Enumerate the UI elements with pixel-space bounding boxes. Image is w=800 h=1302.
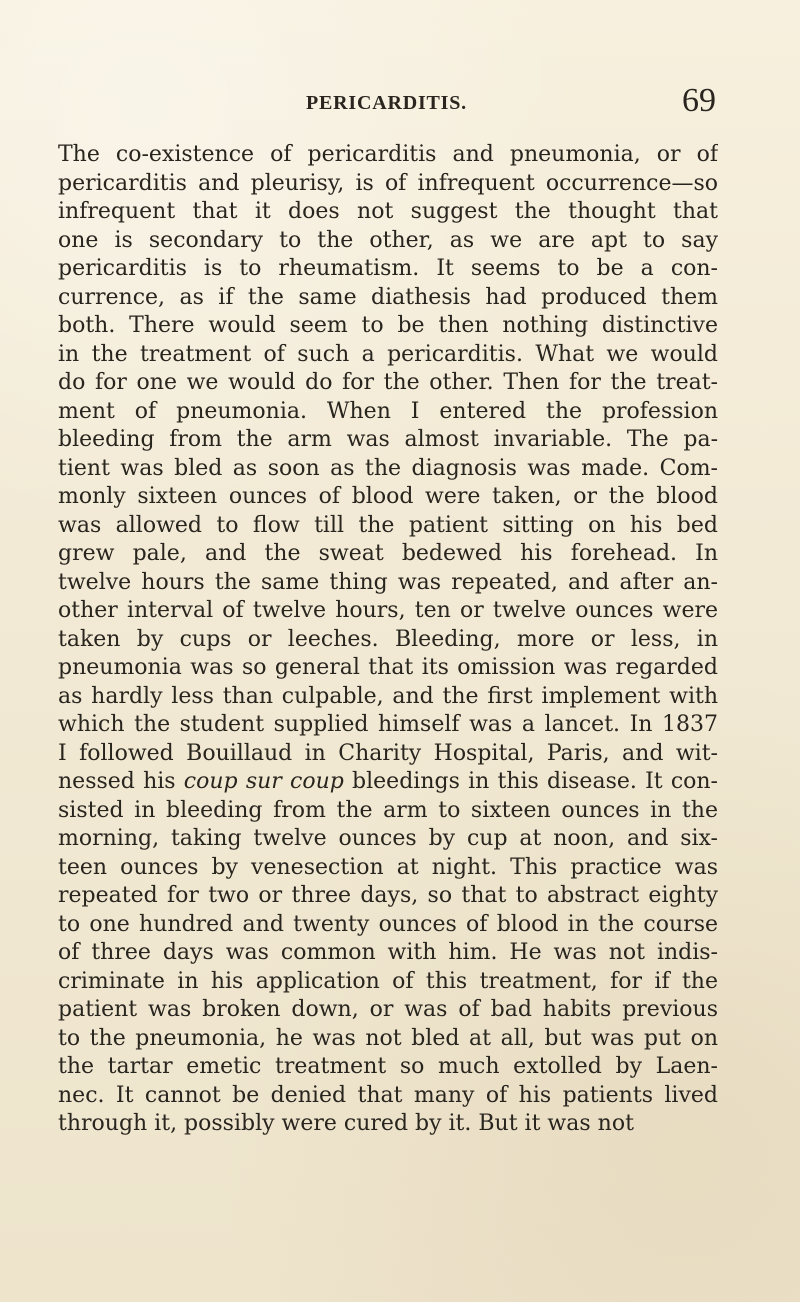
text-line: bleeding from the arm was almost invariable. The pa- [58,427,718,452]
text-line: morning, taking twelve ounces by cup at noon, and six- [58,826,718,851]
text-line: which the student supplied himself was a lancet. In 1837 [58,712,718,737]
text-line: both. There would seem to be then nothing distinctive [58,313,718,338]
text-line: teen ounces by venesection at night. This practice was [58,854,718,880]
text-line: The co-existence of pericarditis and pneumonia, or of [58,142,718,167]
text-line: I followed Bouillaud in Charity Hospital, Paris, and wit- [58,740,718,766]
text-line: tient was bled as soon as the diagnosis was made. Com- [58,455,718,481]
text-line: do for one we would do for the other. Then for the treat- [58,370,718,395]
text-line: infrequent that it does not suggest the thought that [58,199,718,224]
text-fragment: bleedings in this disease. It con- [343,769,718,794]
text-line-with-italic [58,768,718,797]
text-line: the tartar emetic treatment so much extolled by Laen- [58,1054,718,1079]
text-line: other interval of twelve hours, ten or twelve ounces were [58,598,718,623]
text-line: taken by cups or leeches. Bleeding, more or less, in [58,626,718,652]
text-line: nec. It cannot be denied that many of his patients lived [58,1082,718,1108]
text-line: to the pneumonia, he was not bled at all, but was put on [58,1025,718,1051]
text-line: pneumonia was so general that its omission was regarded [58,655,718,680]
text-line: in the treatment of such a pericarditis. What we would [58,341,718,367]
text-line: through it, possibly were cured by it. But it was not [58,1111,634,1136]
text-line: repeated for two or three days, so that to abstract eighty [58,883,718,908]
text-line: criminate in his application of this treatment, for if the [58,968,718,994]
text-line: currence, as if the same diathesis had produced them [58,284,718,310]
text-line: twelve hours the same thing was repeated, and after an- [58,569,718,595]
text-line: grew pale, and the sweat bedewed his forehead. In [58,541,718,566]
text-line: pericarditis and pleurisy, is of infrequent occurrence—so [58,170,718,196]
italic-phrase: coup sur coup [183,769,344,794]
text-line: ment of pneumonia. When I entered the profession [58,398,718,424]
running-head [58,84,716,122]
body-text [58,141,718,1139]
text-line: was allowed to flow till the patient sitting on his bed [58,512,718,538]
page-number: 69 [682,82,716,119]
running-title: PERICARDITIS. [306,92,467,114]
text-line: pericarditis is to rheumatism. It seems to be a con- [58,256,718,281]
text-line: as hardly less than culpable, and the first implement with [58,683,718,709]
text-line: to one hundred and twenty ounces of blood in the course [58,911,718,937]
text-line: of three days was common with him. He was not indis- [58,940,718,965]
text-line: patient was broken down, or was of bad habits previous [58,997,718,1022]
text-line: sisted in bleeding from the arm to sixteen ounces in the [58,797,718,823]
text-line: monly sixteen ounces of blood were taken, or the blood [58,484,718,509]
text-line: one is secondary to the other, as we are apt to say [58,227,718,253]
text-fragment: nessed his [58,769,184,794]
